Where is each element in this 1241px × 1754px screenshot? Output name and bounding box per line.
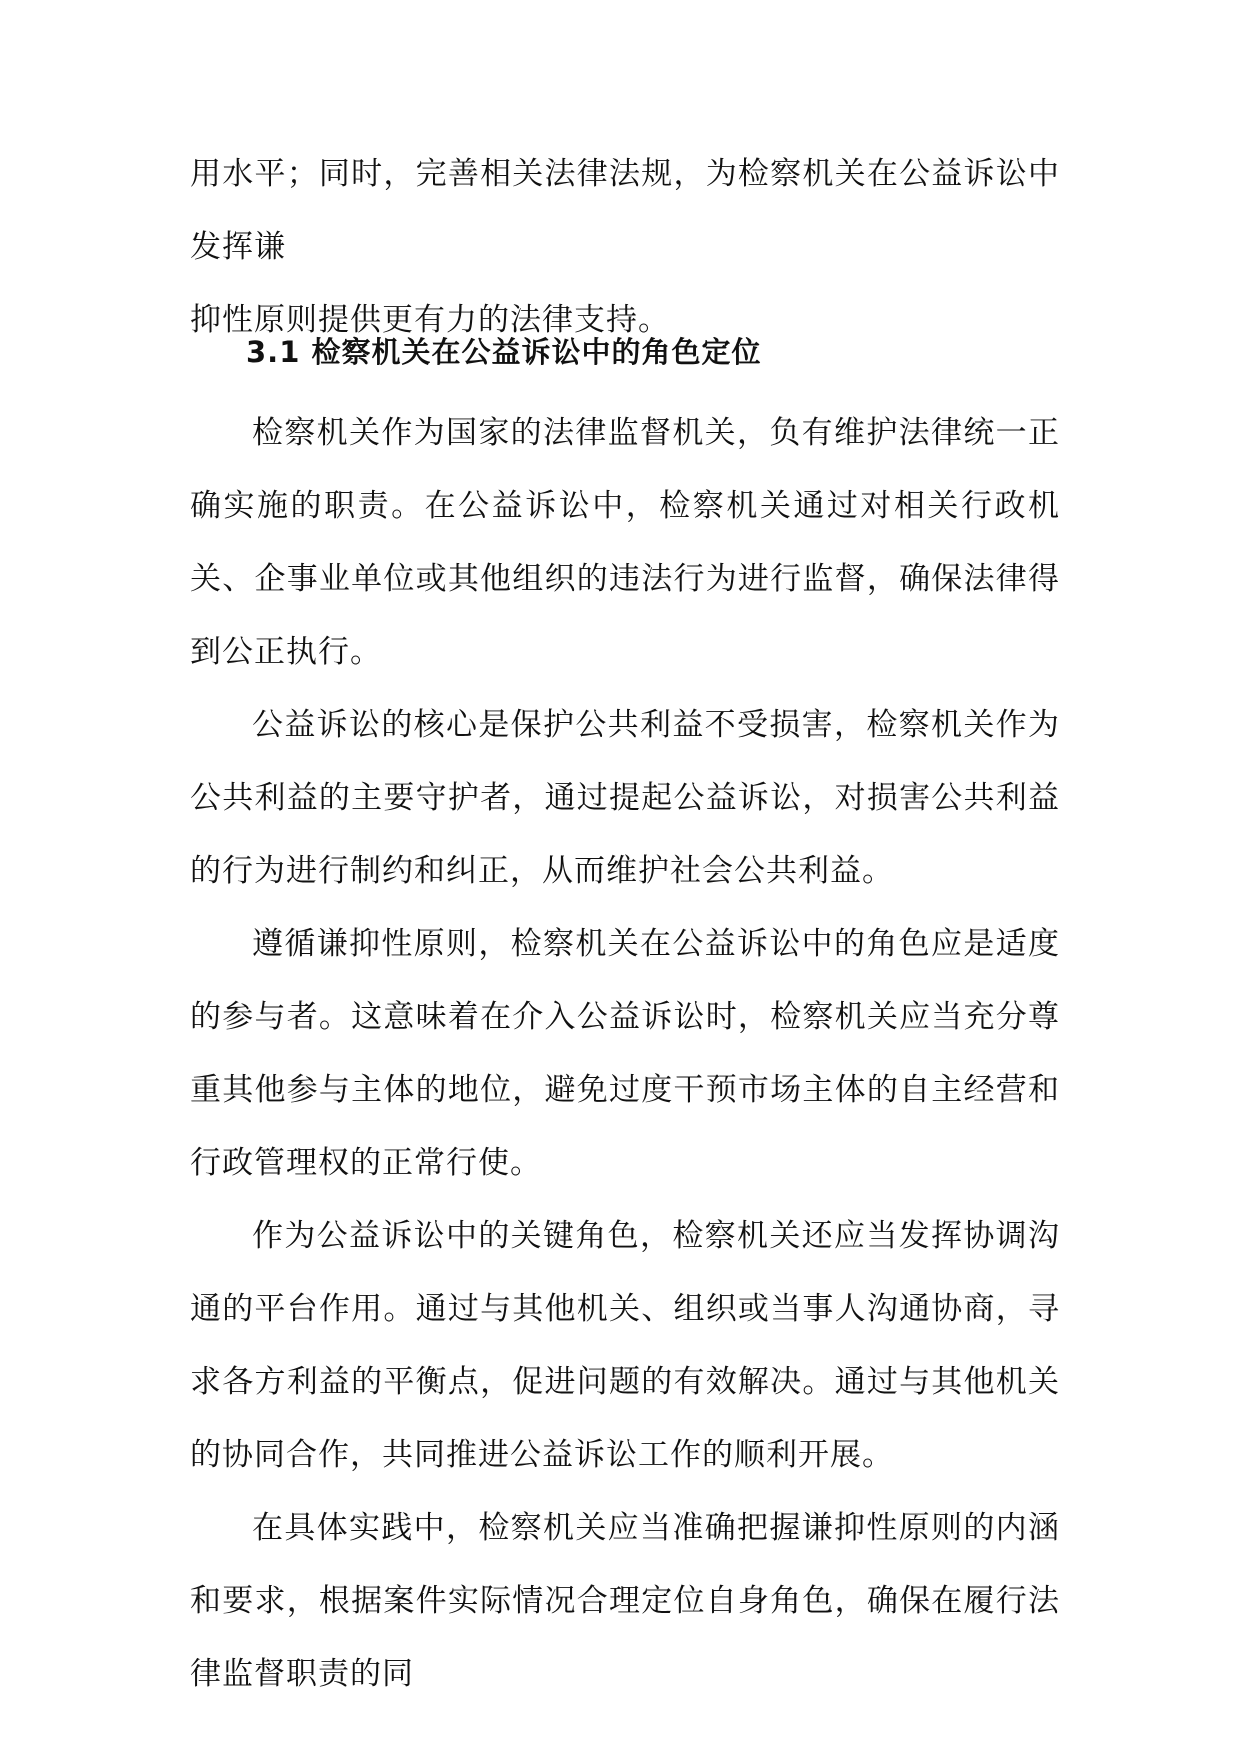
body-paragraph: 公益诉讼的核心是保护公共利益不受损害，检察机关作为公共利益的主要守护者，通过提起公益诉讼，对损害公共利益的行为进行制约和纠正，从而维护社会公共利益。 [190, 707, 1060, 889]
continuation-line: 用水平；同时，完善相关法律法规，为检察机关在公益诉讼中发挥谦 [190, 156, 1060, 265]
body-paragraph: 检察机关作为国家的法律监督机关，负有维护法律统一正确实施的职责。在公益诉讼中，检察机关通过对相关行政机关、企事业单位或其他组织的违法行为进行监督，确保法律得到公正执行。 [190, 415, 1060, 670]
body-paragraph: 遵循谦抑性原则，检察机关在公益诉讼中的角色应是适度的参与者。这意味着在介入公益诉讼时，检察机关应当充分尊重其他参与主体的地位，避免过度干预市场主体的自主经营和行政管理权的正常行使。 [190, 926, 1060, 1181]
continuation-line: 抑性原则提供更有力的法律支持。 [190, 302, 670, 338]
section-title: 检察机关在公益诉讼中的角色定位 [311, 335, 762, 369]
body-paragraph: 作为公益诉讼中的关键角色，检察机关还应当发挥协调沟通的平台作用。通过与其他机关、组织或当事人沟通协商，寻求各方利益的平衡点，促进问题的有效解决。通过与其他机关的协同合作，共同推进公益诉讼工作的顺利开展。 [190, 1218, 1060, 1473]
section-heading [246, 322, 762, 382]
section-number: 3.1 [246, 335, 301, 369]
body-paragraph: 在具体实践中，检察机关应当准确把握谦抑性原则的内涵和要求，根据案件实际情况合理定位自身角色，确保在履行法律监督职责的同 [190, 1510, 1060, 1692]
section-body [190, 397, 1060, 1711]
